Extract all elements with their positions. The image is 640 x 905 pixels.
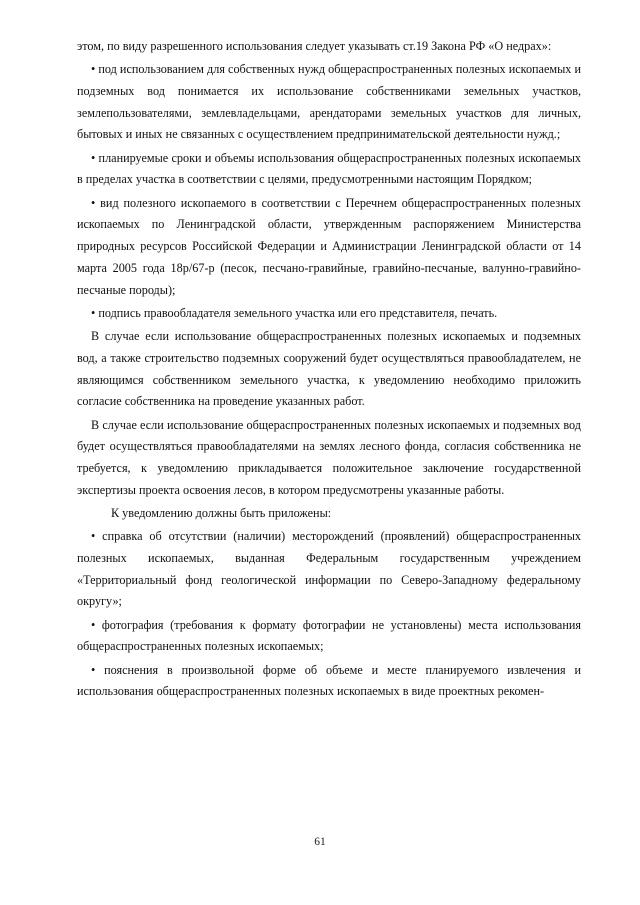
paragraph-law-reference: этом, по виду разрешенного использования следует указывать ст.19 Закона РФ «О недрах»: (77, 39, 552, 53)
bullet-explanations: • пояснения в произвольной форме об объеме и месте планируемого извлечения и использования общераспространенных полезных ископаемых в виде проектных рекомен- (77, 662, 581, 699)
bullet-own-needs: • под использованием для собственных нужд общераспространенных полезных ископаемых и подземных вод понимается их использование собственниками земельных участков, землепользователями, землевладельцами, арендаторами земельных участков для личных, бытовых и иных не связанных с осуществлением предпринимательской деятельности нужд.; (77, 62, 581, 142)
document-page (77, 36, 581, 705)
bullet-signature: • подпись правообладателя земельного участка или его представителя, печать. (91, 305, 498, 320)
bullet-planned-terms: • планируемые сроки и объемы использования общераспространенных полезных ископаемых в пределах участка в соответствии с целями, предусмотренными настоящим Порядком; (77, 150, 581, 187)
paragraph-attachments-heading: К уведомлению должны быть приложены: (111, 505, 332, 520)
page-number: 61 (314, 836, 326, 848)
paragraph-owner-consent: В случае если использование общераспространенных полезных ископаемых и подземных вод, а также строительство подземных сооружений будет осуществляться правообладателем, не являющимся собственником земельного участка, к уведомлению необходимо приложить согласие собственника на проведение указанных работ. (77, 329, 581, 409)
bullet-certificate: • справка об отсутствии (наличии) месторождений (проявлений) общераспространенных полезных ископаемых, выданная Федеральным государственным учреждением «Территориальный фонд геологической информации по Северо-Западному федеральному округу»; (77, 529, 581, 609)
bullet-mineral-type: • вид полезного ископаемого в соответствии с Перечнем общераспространенных полезных ископаемых по Ленинградской области, утвержденным распоряжением Министерства природных ресурсов Российской Федерации и Администрации Ленинградской области от 14 марта 2005 года 18р/67-р (песок, песчано-гравийные, гравийно-песчаные, валунно-гравийно-песчаные породы); (77, 195, 581, 297)
bullet-photograph: • фотография (требования к формату фотографии не установлены) места использования общераспространенных полезных ископаемых; (77, 617, 581, 654)
paragraph-forest-lands: В случае если использование общераспространенных полезных ископаемых и подземных вод будет осуществляться правообладателями на землях лесного фонда, согласия собственника не требуется, к уведомлению прикладывается положительное заключение государственной экспертизы проекта освоения лесов, в котором предусмотрены указанные работы. (77, 417, 581, 497)
